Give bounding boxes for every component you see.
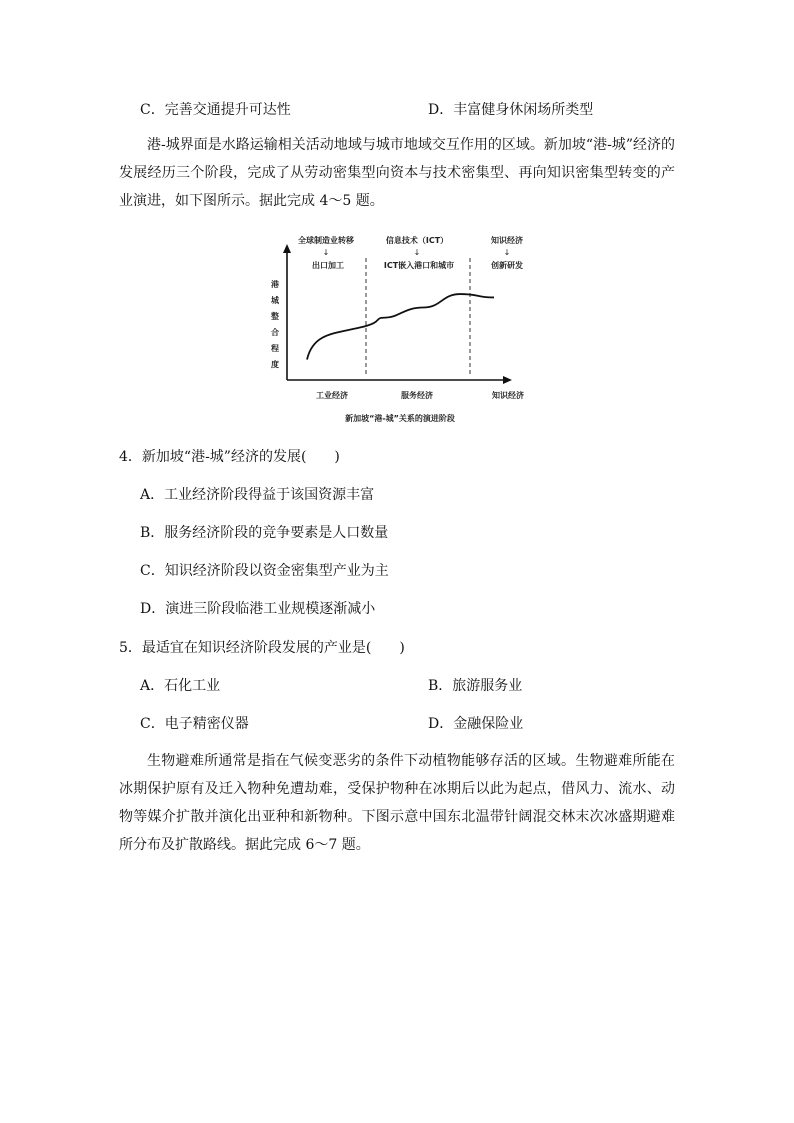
q5-option-d: D．金融保险业 [428,716,524,732]
stage-chart [260,228,540,428]
stage-top-label: 信息技术（ICT） [385,236,449,245]
q4-option-c: C．知识经济阶段以资金密集型产业为主 [140,563,389,579]
figure-port-city-stages [260,228,540,428]
x-tick-label: 工业经济 [316,391,348,400]
series-line [307,294,494,360]
y-label-char: 合 [271,328,279,337]
q5-option-a: A．石化工业 [140,678,221,694]
stage-bottom-label: 出口加工 [312,261,344,270]
stage-top-label: 全球制造业转移 [298,236,354,245]
x-tick-label: 服务经济 [401,391,433,400]
passage-port-city: 港-城界面是水路运输相关活动地域与城市地域交互作用的区域。新加坡“港-城”经济的发展经历三个阶段，完成了从劳动密集型向资本与技术密集型、再向知识密集型转变的产业演进，如下图所示。据此完成 4～5 题。 [119,137,675,209]
x-axis-arrow-icon [503,376,512,384]
option-c: C．完善交通提升可达性 [140,102,291,118]
stage-header-knowledge [490,235,523,270]
figure-caption: 新加坡“港-城”关系的演进阶段 [345,414,455,423]
down-arrow-icon: ↓ [413,248,421,257]
down-arrow-icon: ↓ [503,248,511,257]
y-axis-arrow-icon [283,244,291,253]
stage-header-industrial [298,235,355,270]
q4-stem: 4．新加坡“港-城”经济的发展( ) [119,449,340,465]
q5-stem: 5．最适宜在知识经济阶段发展的产业是( ) [119,640,405,656]
passage-refugia: 生物避难所通常是指在气候变恶劣的条件下动植物能够存活的区域。生物避难所能在冰期保护原有及迁入物种免遭劫难，受保护物种在冰期后以此为起点，借风力、流水、动物等媒介扩散并演化出亚种和新物种。下图示意中国东北温带针阔混交林末次冰盛期避难所分布及扩散路线。据此完成 6～7 题。 [119,753,675,853]
stage-bottom-label: ICT嵌入港口和城市 [383,261,455,270]
y-axis-label [271,279,280,369]
stage-top-label: 知识经济 [491,236,523,245]
q5-option-c: C．电子精密仪器 [140,716,249,732]
q4-option-d: D．演进三阶段临港工业规模逐渐减小 [140,601,376,617]
y-label-char: 程 [271,344,279,353]
y-label-char: 整 [271,312,279,321]
y-label-char: 港 [271,280,279,289]
y-label-char: 度 [271,360,279,369]
option-d: D．丰富健身休闲场所类型 [428,102,594,118]
x-tick-label: 知识经济 [492,391,524,400]
stage-bottom-label: 创新研发 [491,261,523,270]
q4-option-b: B．服务经济阶段的竞争要素是人口数量 [140,525,389,541]
q4-option-a: A．工业经济阶段得益于该国资源丰富 [140,487,375,503]
y-label-char: 城 [271,296,279,305]
down-arrow-icon: ↓ [322,248,330,257]
q5-option-b: B．旅游服务业 [428,678,523,694]
stage-header-service [384,235,454,270]
